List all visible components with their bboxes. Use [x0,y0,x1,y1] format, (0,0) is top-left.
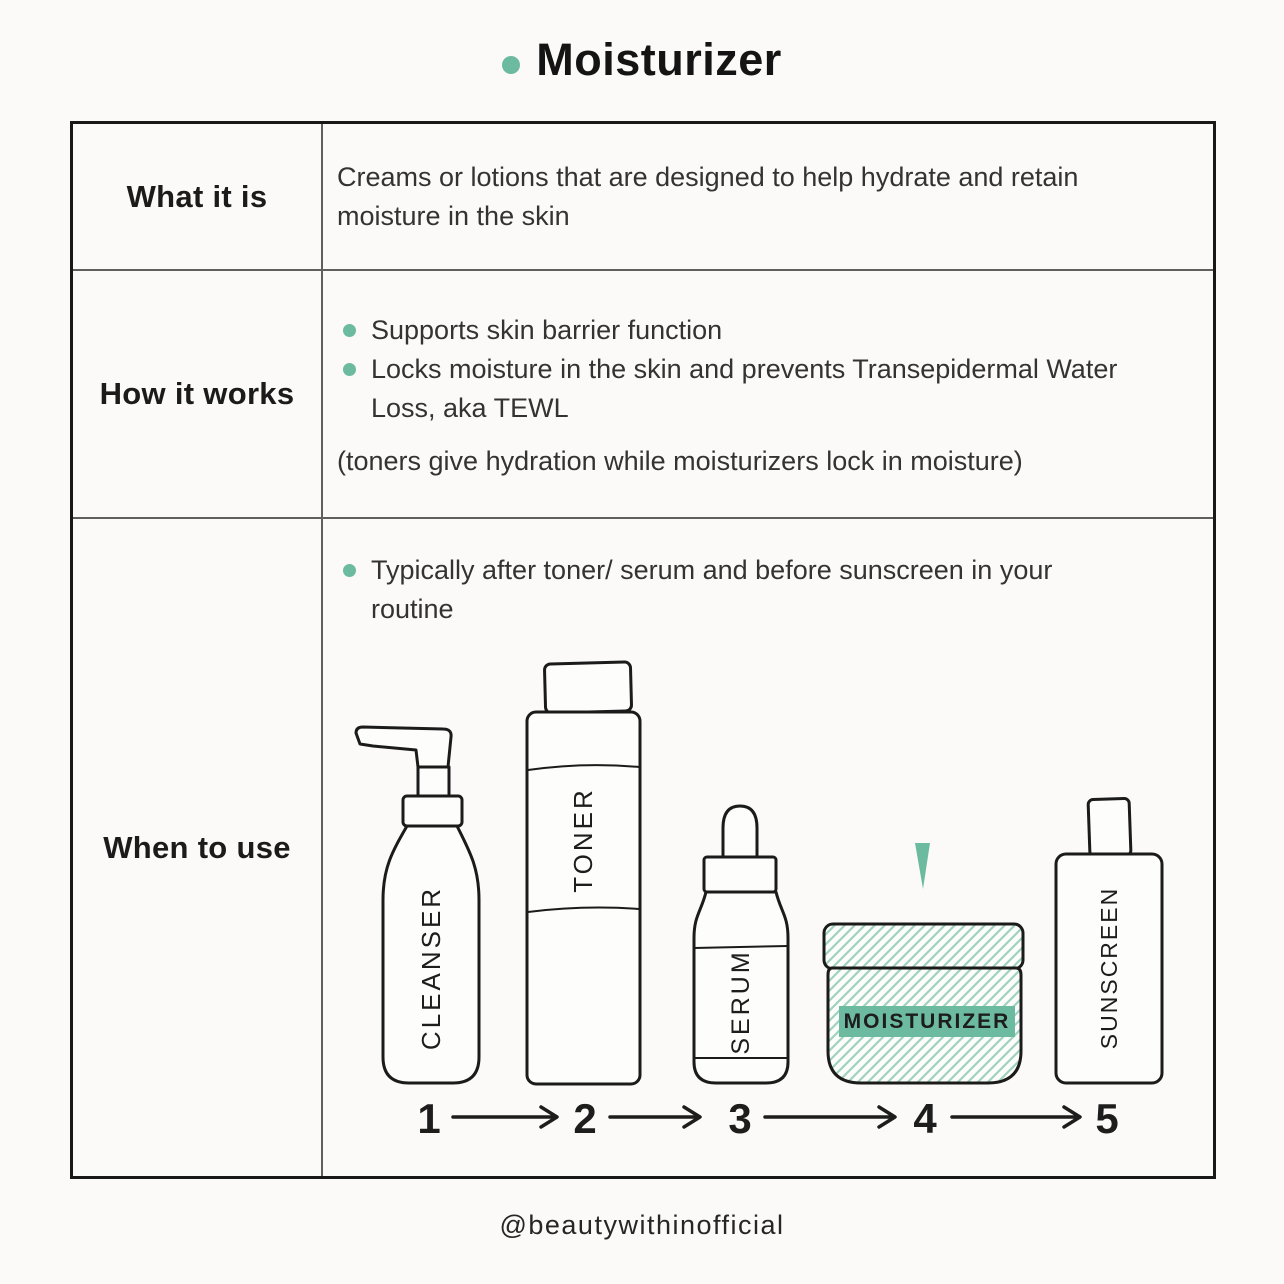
bullet-text: Typically after toner/ serum and before sunscreen in your routine [371,555,1053,624]
bullet-icon [343,363,356,376]
step-arrow-icon [610,1107,700,1127]
cleanser-label: CLEANSER [416,885,446,1051]
bullet-icon [343,324,356,337]
step-arrow-icon [765,1107,895,1127]
sunscreen-label: SUNSCREEN [1096,886,1122,1050]
bullet-text: Locks moisture in the skin and prevents Transepidermal Water Loss, aka TEWL [371,354,1118,423]
note-text: (toners give hydration while moisturizers lock in moisture) [337,446,1023,476]
row-label-when-to-use: When to use [73,519,323,1176]
step-number-4: 4 [913,1095,937,1142]
dropper-bulb-shape [723,806,757,858]
serum-graphic [694,806,788,1083]
pump-head-shape [356,727,451,767]
routine-steps [417,1095,1118,1142]
toner-label: TONER [568,787,598,893]
bullet-item [337,551,1193,629]
serum-label: SERUM [727,949,755,1055]
moisturizer-jar-graphic [824,843,1023,1083]
pump-stem-shape [418,767,449,796]
bullet-text: Supports skin barrier function [371,315,723,345]
bullet-item [337,311,1193,350]
footer-handle: @beautywithinofficial [499,1210,785,1240]
step-arrow-icon [952,1107,1080,1127]
definition-text: Creams or lotions that are designed to help hydrate and retain moisture in the skin [337,161,1079,231]
step-arrow-icon [453,1107,557,1127]
moisturizer-arrow-icon [915,843,930,889]
bullet-item [337,350,1193,428]
toner-cap-shape [544,662,631,713]
row-label-how-it-works: How it works [73,271,323,519]
toner-graphic [527,662,640,1084]
page-title: Moisturizer [536,34,782,85]
title-bullet-icon [502,56,520,74]
sunscreen-graphic [1056,798,1162,1083]
moisturizer-label: MOISTURIZER [843,1010,1011,1033]
jar-lid-shape [824,924,1023,969]
cleanser-graphic [356,727,479,1083]
page-header [0,34,1284,86]
dropper-collar-shape [704,857,776,892]
sunscreen-cap-shape [1088,798,1131,856]
step-number-3: 3 [728,1095,752,1142]
row-content-what-it-is [323,124,1213,271]
step-number-5: 5 [1095,1095,1119,1142]
pump-collar-shape [403,796,462,826]
step-number-2: 2 [573,1095,597,1142]
bullet-icon [343,564,356,577]
row-content-how-it-works [323,271,1213,519]
routine-illustration [330,645,1216,1145]
row-label-what-it-is: What it is [73,124,323,271]
step-number-1: 1 [417,1095,441,1142]
